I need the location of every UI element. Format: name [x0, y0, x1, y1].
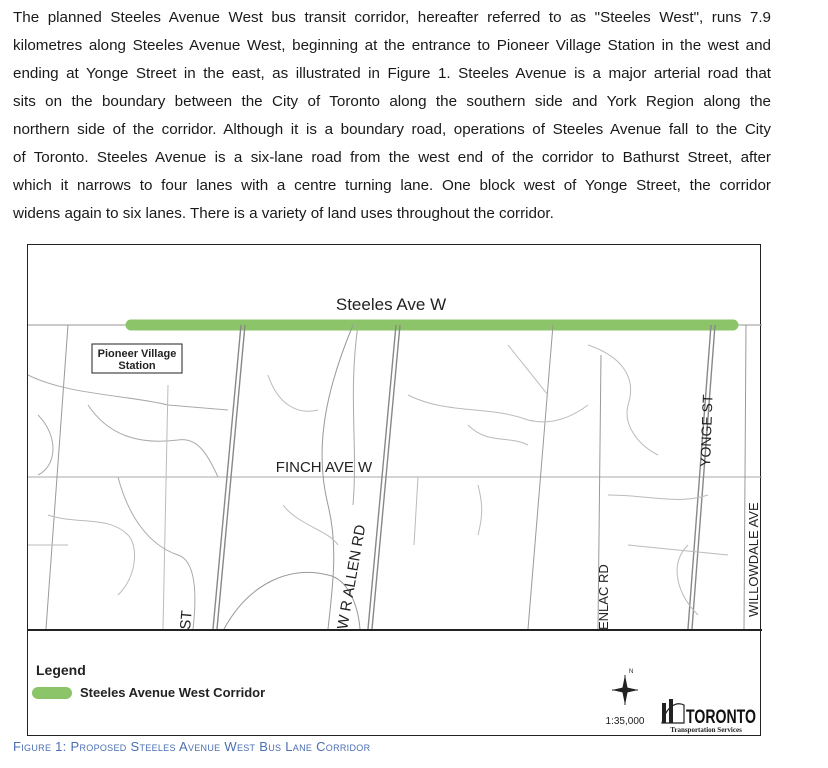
yonge-label: YONGE ST	[697, 394, 716, 468]
allen-label: W R ALLEN RD	[334, 523, 370, 631]
toronto-logo-text: TORONTO	[686, 707, 756, 728]
road	[48, 515, 135, 595]
station-label-line2: Station	[118, 360, 156, 372]
road	[588, 345, 658, 455]
figure-caption: Figure 1: Proposed Steeles Avenue West Bus Lane Corridor	[13, 739, 371, 754]
legend-title: Legend	[36, 662, 86, 678]
legend-swatch	[32, 687, 72, 699]
st-label: ST	[177, 609, 196, 631]
toronto-logo-icon	[662, 699, 684, 723]
corridor-map-figure	[27, 244, 761, 736]
road	[508, 345, 548, 395]
legend-item: Steeles Avenue West Corridor	[80, 685, 266, 700]
steeles-label: Steeles Ave W	[335, 295, 447, 314]
paragraph-line: widens again to six lanes. There is a variety of land uses throughout the corridor.	[13, 205, 554, 222]
road	[628, 545, 728, 555]
finch-label: FINCH AVE W	[275, 459, 373, 476]
enlac-label: ENLAC RD	[596, 564, 611, 630]
road	[677, 545, 698, 615]
north-label: N	[629, 669, 634, 675]
road	[468, 425, 528, 445]
road	[414, 477, 418, 545]
road	[28, 375, 228, 410]
station-label-line1: Pioneer Village	[97, 348, 177, 360]
road	[163, 385, 168, 629]
scale-label: 1:35,000	[605, 716, 645, 727]
paragraph-line: The planned Steeles Avenue West bus transit corridor, hereafter referred to as "Steeles West", runs 7.9	[13, 9, 771, 26]
road	[88, 405, 218, 477]
north-arrow-icon	[612, 675, 638, 705]
road	[268, 375, 318, 411]
road	[38, 415, 53, 475]
paragraph-line: northern side of the corridor. Although it is a boundary road, operations of Steeles Avenue fall to the City	[13, 121, 771, 138]
paragraph-line: ending at Yonge Street in the east, as illustrated in Figure 1. Steeles Avenue is a major arterial road that	[13, 65, 771, 82]
road	[408, 395, 588, 422]
paragraph-line: which it narrows to four lanes with a centre turning lane. One block west of Yonge Street, the corridor	[13, 177, 771, 194]
paragraph-line: kilometres along Steeles Avenue West, beginning at the entrance to Pioneer Village Station in the west and	[13, 37, 771, 54]
willowdale-label: WILLOWDALE AVE	[746, 502, 761, 617]
paragraph-line: of Toronto. Steeles Avenue is a six-lane road from the west end of the corridor to Bathurst Street, after	[13, 149, 771, 166]
paragraph-line: sits on the boundary between the City of Toronto along the southern side and York Region along the	[13, 93, 771, 110]
intro-paragraph	[13, 4, 771, 228]
road	[478, 485, 482, 535]
road	[118, 477, 195, 629]
corridor-map	[28, 245, 762, 737]
toronto-logo-subtitle: Transportation Services	[670, 726, 742, 734]
road	[353, 325, 358, 505]
road	[608, 495, 708, 499]
